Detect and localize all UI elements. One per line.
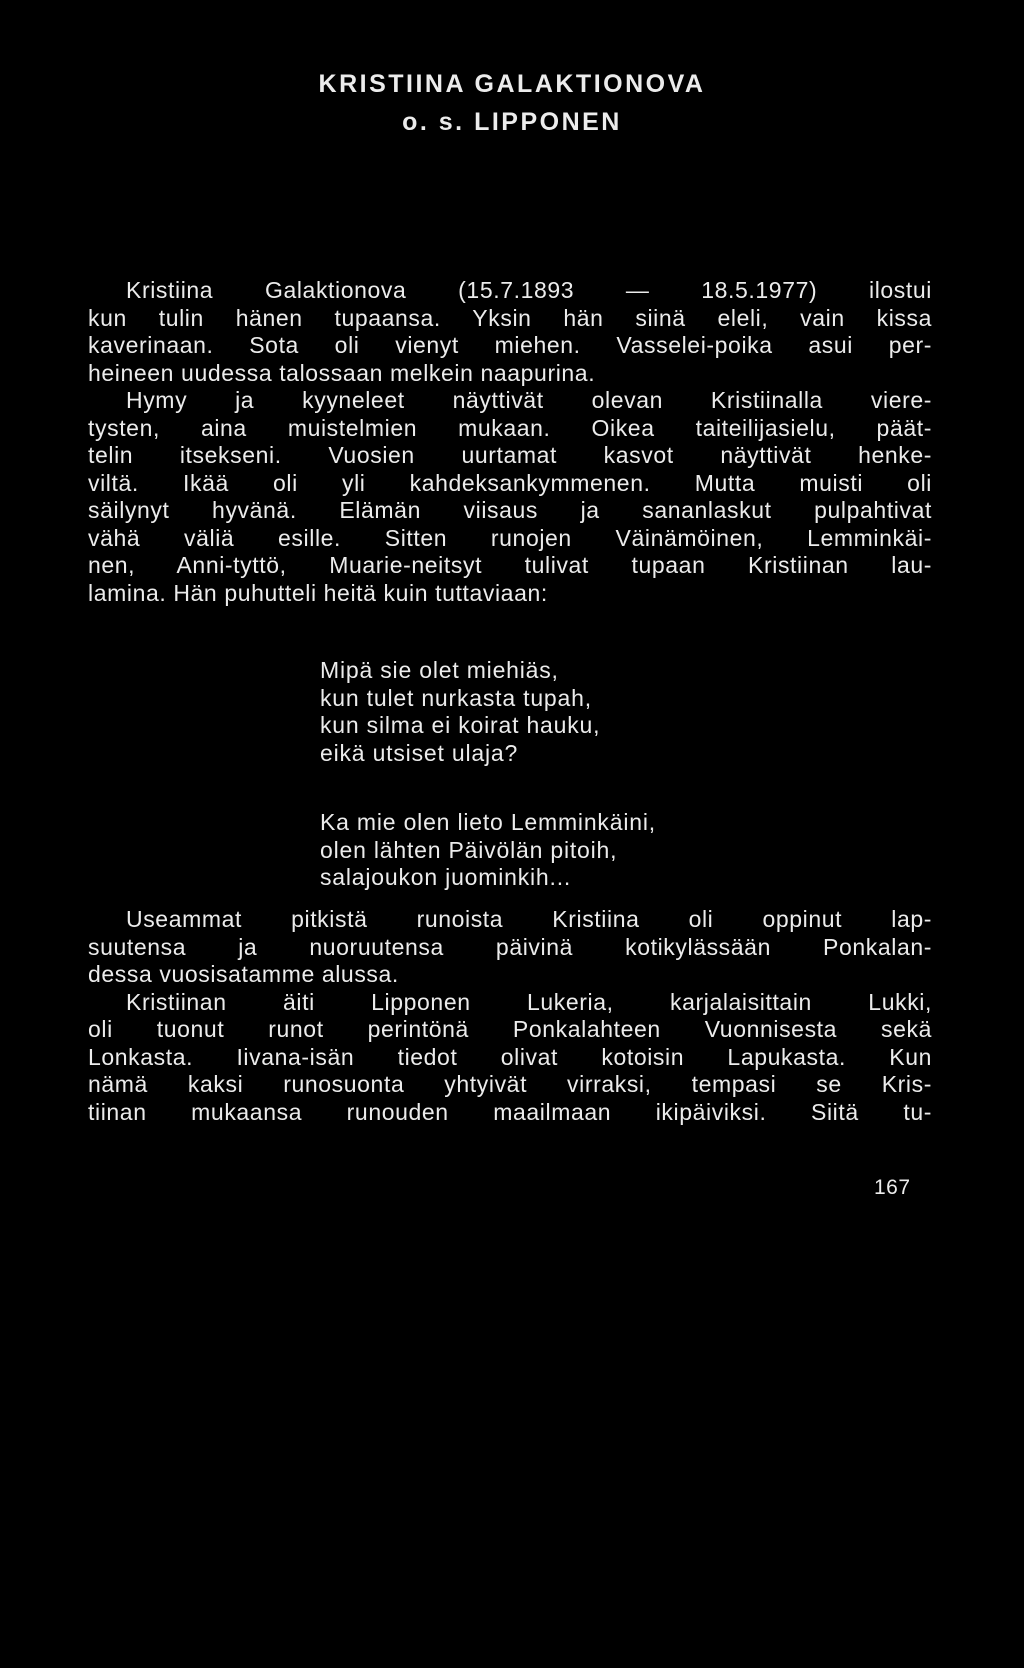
text-line: viltä. Ikää oli yli kahdeksankymmenen. Mutta muisti oli [88,469,932,496]
text-line: vähä väliä esille. Sitten runojen Väinämöinen, Lemminkäi- [88,524,932,551]
text-line: heineen uudessa talossaan melkein naapurina. [88,359,596,386]
text-line: kun tulin hänen tupaansa. Yksin hän siinä eleli, vain kissa [88,304,932,331]
text-line: nämä kaksi runosuonta yhtyivät virraksi, tempasi se Kris- [88,1071,932,1097]
text-line: nen, Anni-tyttö, Muarie-neitsyt tulivat tupaan Kristiinan lau- [88,552,932,578]
body-text-upper [88,277,932,607]
text-line: tiinan mukaansa runouden maailmaan ikipäiviksi. Siitä tu- [88,1098,932,1125]
page-number: 167 [874,1176,911,1199]
text-line: lamina. Hän puhutteli heitä kuin tuttaviaan: [88,579,548,606]
verse-line: kun silma ei koirat hauku, [320,712,601,738]
verse-stanza-2 [320,809,656,892]
text-line: tysten, aina muistelmien mukaan. Oikea taiteilijasielu, päät- [88,414,932,441]
verse-line: eikä utsiset ulaja? [320,739,519,766]
text-line: dessa vuosisatamme alussa. [88,961,399,987]
verse-line: kun tulet nurkasta tupah, [320,684,592,711]
text-line: Kristiina Galaktionova (15.7.1893 — 18.5.1977) ilostui [126,277,932,303]
chapter-subtitle: o. s. LIPPONEN [402,108,622,136]
text-line: suutensa ja nuoruutensa päivinä kotikylässään Ponkalan- [88,933,932,960]
body-text-lower [88,906,932,1126]
verse-line: Mipä sie olet miehiäs, [320,657,559,683]
text-line: Useammat pitkistä runoista Kristiina oli oppinut lap- [126,906,932,932]
verse-line: salajoukon juominkih... [320,864,572,890]
text-line: säilynyt hyvänä. Elämän viisaus ja sananlaskut pulpahtivat [88,497,932,523]
text-line: oli tuonut runot perintönä Ponkalahteen Vuonnisesta sekä [88,1016,932,1042]
chapter-title: KRISTIINA GALAKTIONOVA [318,70,706,98]
text-line: telin itsekseni. Vuosien uurtamat kasvot näyttivät henke- [88,442,932,468]
text-line: Hymy ja kyyneleet näyttivät olevan Kristiinalla viere- [126,387,932,413]
text-line: Lonkasta. Iivana-isän tiedot olivat kotoisin Lapukasta. Kun [88,1043,932,1070]
text-line: Kristiinan äiti Lipponen Lukeria, karjalaisittain Lukki, [126,988,932,1015]
verse-line: Ka mie olen lieto Lemminkäini, [320,809,656,835]
text-line: kaverinaan. Sota oli vienyt miehen. Vasselei-poika asui per- [88,332,932,358]
verse-line: olen lähten Päivölän pitoih, [320,836,618,863]
verse-stanza-1 [320,657,600,767]
